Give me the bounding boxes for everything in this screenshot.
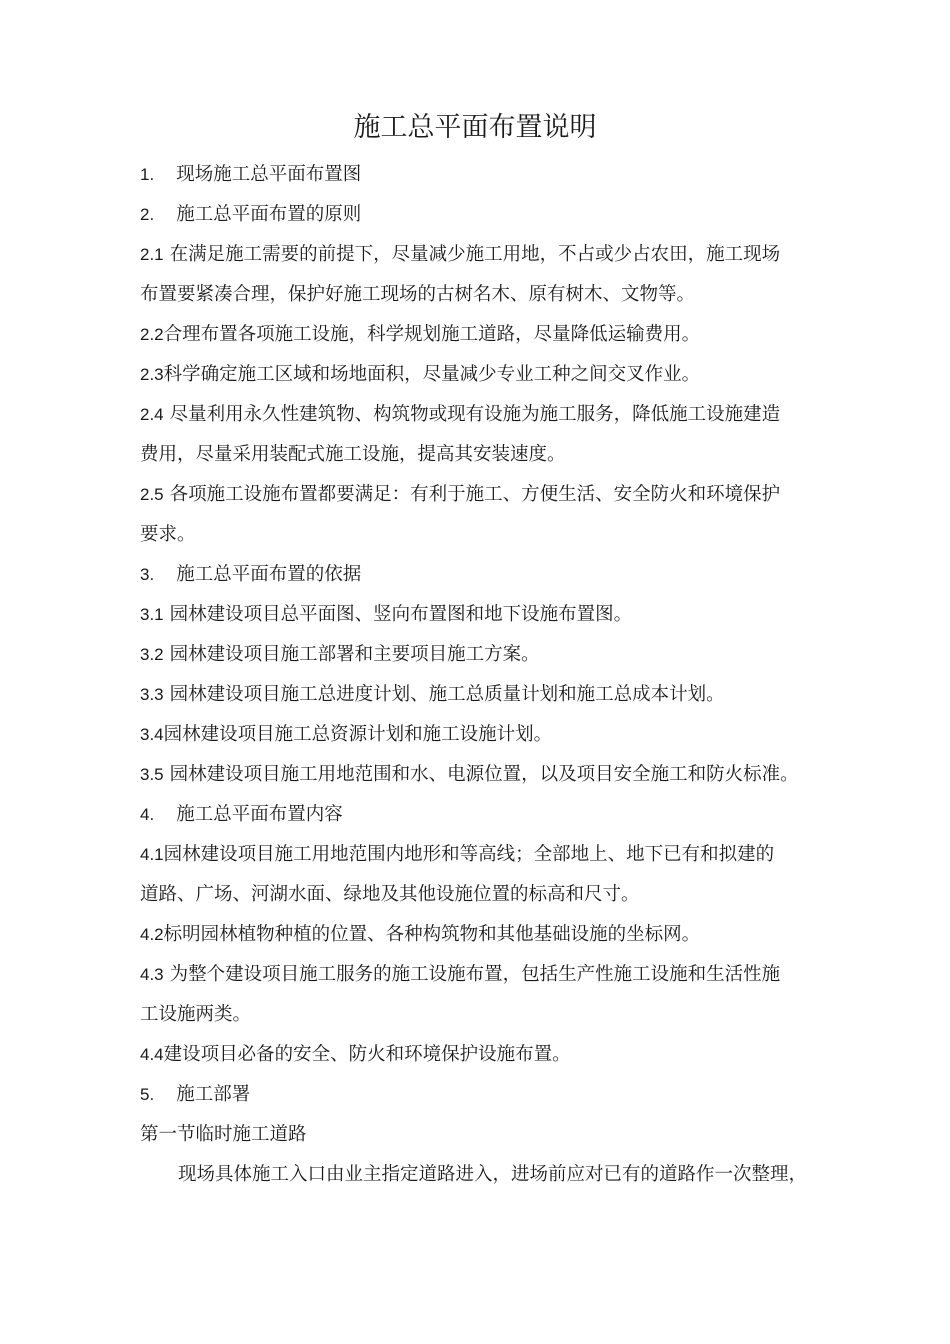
section-number: 3.1 — [140, 605, 164, 624]
body-paragraph — [178, 1161, 807, 1189]
section-number: 4.1 — [140, 845, 164, 864]
section-number: 4. — [140, 805, 155, 824]
line-text: 园林建设项目总平面图、竖向布置图和地下设施布置图。 — [169, 604, 633, 625]
section-number: 4.3 — [140, 965, 164, 984]
paragraph-2-3 — [140, 361, 700, 389]
line-text: 施工总平面布置内容 — [176, 804, 343, 825]
heading-1 — [140, 161, 361, 189]
paragraph-4-1-cont — [140, 881, 640, 909]
line-text: 道路、广场、河湖水面、绿地及其他设施位置的标高和尺寸。 — [140, 884, 640, 905]
paragraph-3-1 — [140, 601, 632, 629]
line-text: 现场具体施工入口由业主指定道路进入，进场前应对已有的道路作一次整理， — [178, 1164, 808, 1185]
line-text: 施工部署 — [176, 1084, 251, 1105]
section-number: 3.2 — [140, 645, 164, 664]
section-number: 3. — [140, 565, 155, 584]
line-text: 施工总平面布置的原则 — [176, 204, 362, 225]
paragraph-4-3 — [140, 961, 780, 989]
paragraph-3-2 — [140, 641, 540, 669]
line-text: 科学确定施工区域和场地面积，尽量减少专业工种之间交叉作业。 — [163, 364, 701, 385]
section-number: 2.5 — [140, 485, 164, 504]
heading-3 — [140, 561, 361, 589]
line-text: 园林建设项目施工部署和主要项目施工方案。 — [169, 644, 540, 665]
line-text: 尽量利用永久性建筑物、构筑物或现有设施为施工服务，降低施工设施建造 — [169, 404, 781, 425]
line-text: 为整个建设项目施工服务的施工设施布置，包括生产性施工设施和生活性施 — [169, 964, 781, 985]
line-text: 园林建设项目施工用地范围和水、电源位置，以及项目安全施工和防火标准。 — [169, 764, 799, 785]
line-text: 园林建设项目施工总进度计划、施工总质量计划和施工总成本计划。 — [169, 684, 725, 705]
section-number: 3.5 — [140, 765, 164, 784]
section-number: 2.4 — [140, 405, 164, 424]
line-text: 建设项目必备的安全、防火和环境保护设施布置。 — [163, 1044, 571, 1065]
line-text: 合理布置各项施工设施，科学规划施工道路，尽量降低运输费用。 — [163, 324, 701, 345]
section-number: 2.3 — [140, 365, 164, 384]
line-text: 各项施工设施布置都要满足：有利于施工、方便生活、安全防火和环境保护 — [169, 484, 781, 505]
heading-4 — [140, 801, 343, 829]
paragraph-2-5-cont — [140, 521, 196, 549]
paragraph-4-1 — [140, 841, 774, 869]
line-text: 园林建设项目施工总资源计划和施工设施计划。 — [163, 724, 553, 745]
section-number: 2.1 — [140, 245, 164, 264]
line-text: 施工总平面布置的依据 — [176, 564, 362, 585]
section-number: 3.3 — [140, 685, 164, 704]
section-number: 5. — [140, 1085, 155, 1104]
line-text: 工设施两类。 — [140, 1004, 252, 1025]
paragraph-2-4-cont — [140, 441, 566, 469]
section-number: 3.4 — [140, 725, 164, 744]
paragraph-2-4 — [140, 401, 780, 429]
paragraph-4-4 — [140, 1041, 571, 1069]
section-number: 2. — [140, 205, 155, 224]
paragraph-2-5 — [140, 481, 780, 509]
paragraph-4-3-cont — [140, 1001, 251, 1029]
paragraph-3-3 — [140, 681, 725, 709]
line-text: 园林建设项目施工用地范围内地形和等高线；全部地上、地下已有和拟建的 — [163, 844, 775, 865]
paragraph-4-2 — [140, 921, 700, 949]
line-text: 在满足施工需要的前提下，尽量减少施工用地，不占或少占农田，施工现场 — [169, 244, 781, 265]
paragraph-2-1-cont — [140, 281, 695, 309]
heading-5 — [140, 1081, 250, 1109]
line-text: 费用，尽量采用装配式施工设施，提高其安装速度。 — [140, 444, 566, 465]
line-text: 要求。 — [140, 524, 196, 545]
section-number: 4.2 — [140, 925, 164, 944]
subheading-section-1 — [140, 1121, 307, 1149]
paragraph-3-4 — [140, 721, 552, 749]
paragraph-3-5 — [140, 761, 799, 789]
line-text: 第一节临时施工道路 — [140, 1124, 307, 1145]
paragraph-2-1 — [140, 241, 780, 269]
line-text: 标明园林植物种植的位置、各种构筑物和其他基础设施的坐标网。 — [163, 924, 701, 945]
line-text: 布置要紧凑合理，保护好施工现场的古树名木、原有树木、文物等。 — [140, 284, 696, 305]
section-number: 2.2 — [140, 325, 164, 344]
line-text: 现场施工总平面布置图 — [176, 164, 362, 185]
section-number: 1. — [140, 165, 155, 184]
section-number: 4.4 — [140, 1045, 164, 1064]
document-title: 施工总平面布置说明 — [353, 112, 597, 143]
heading-2 — [140, 201, 361, 229]
paragraph-2-2 — [140, 321, 700, 349]
